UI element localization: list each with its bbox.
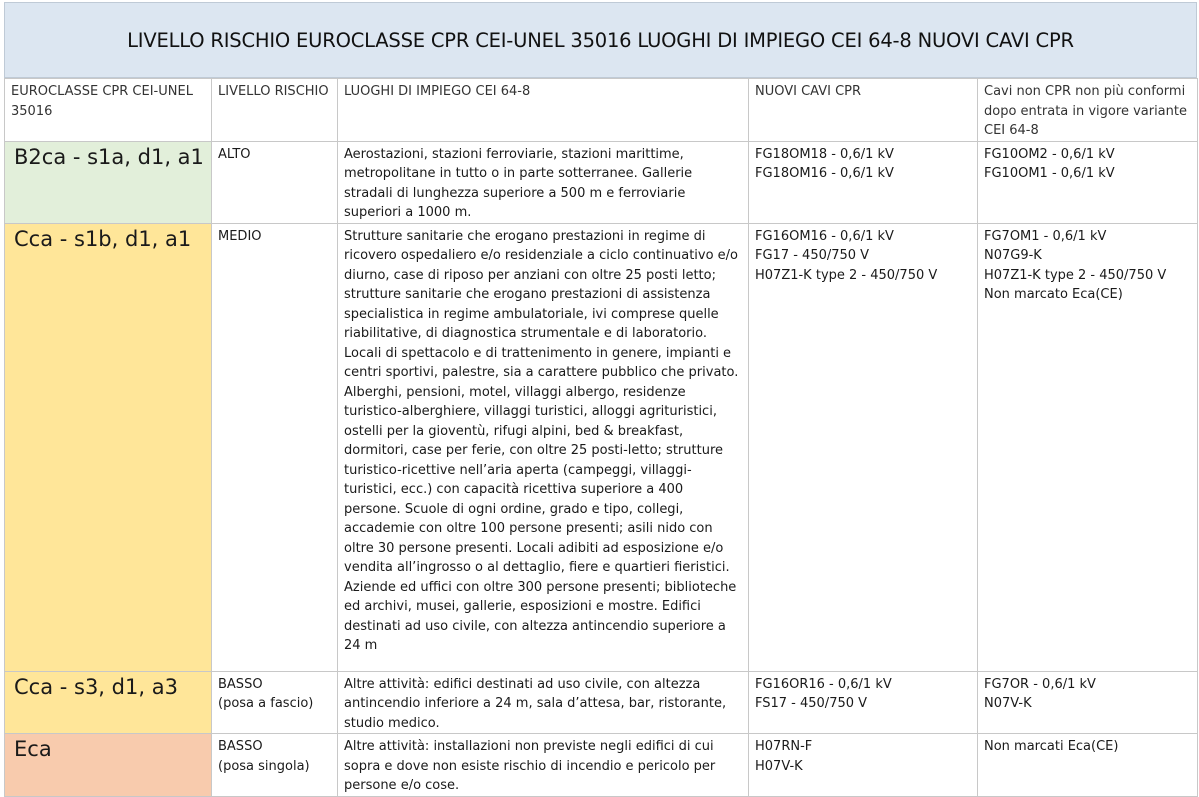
table-header-row [5,79,1198,142]
header-livello-rischio: LIVELLO RISCHIO [212,79,338,142]
cable-item: N07G9-K [984,248,1042,263]
livello-line: BASSO [218,739,263,754]
euroclasse-cell: Cca - s1b, d1, a1 [5,223,212,671]
non-cpr-cell [978,734,1198,797]
luoghi-cell: Altre attività: installazioni non previste negli edifici di cui sopra e dove non esiste rischio di incendio e pericolo per persone e/o cose. [338,734,749,797]
cable-item: FG16OM16 - 0,6/1 kV [755,228,894,244]
header-luoghi-impiego: LUOGHI DI IMPIEGO CEI 64-8 [338,79,749,142]
table-row [5,223,1198,671]
nuovi-cavi-cell [749,141,978,223]
livello-cell [212,223,338,671]
livello-line: (posa singola) [218,758,310,774]
header-cavi-non-cpr: Cavi non CPR non più conformi dopo entrata in vigore variante CEI 64-8 [978,79,1198,142]
cable-item: Non marcato Eca(CE) [984,287,1123,302]
luoghi-cell: Strutture sanitarie che erogano prestazioni in regime di ricovero ospedaliero e/o residenziale a ciclo continuativo e/o diurno, case di riposo per anziani con oltre 25 posti letto; strutture sanitarie che erogano prestazioni di assistenza specialistica in regime ambulatoriale, ivi comprese quelle riabilitative, di diagnostica strumentale e di laboratorio. Locali di spettacolo e di trattenimento in genere, impianti e centri sportivi, palestre, sia a carattere pubblico che privato. Alberghi, pensioni, motel, villaggi albergo, residenze turistico-alberghiere, villaggi turistici, alloggi agrituristici, ostelli per la gioventù, rifugi alpini, bed & breakfast, dormitori, case per ferie, con oltre 25 posti-letto; strutture turistico-ricettive nell’aria aperta (campeggi, villaggi-turistici, ecc.) con capacità ricettiva superiore a 400 persone. Scuole di ogni ordine, grado e tipo, collegi, accademie con oltre 100 persone presenti; asili nido con oltre 30 persone presenti. Locali adibiti ad esposizione e/o vendita all’ingrosso o al dettaglio, fiere e quartieri fieristici. Aziende ed uffici con oltre 300 persone presenti; biblioteche ed archivi, musei, gallerie, esposizioni e mostre. Edifici destinati ad uso civile, con altezza antincendio superiore a 24 m [338,223,749,671]
header-euroclasse: EUROCLASSE CPR CEI-UNEL 35016 [5,79,212,142]
nuovi-cavi-cell [749,734,978,797]
cable-item: FG17 - 450/750 V [755,248,870,263]
cable-item: H07V-K [755,758,803,774]
header-nuovi-cavi: NUOVI CAVI CPR [749,79,978,142]
cable-item: FG7OM1 - 0,6/1 kV [984,228,1107,244]
livello-line: ALTO [218,146,251,162]
euroclasse-cell: B2ca - s1a, d1, a1 [5,141,212,223]
table-row [5,671,1198,734]
luoghi-cell: Aerostazioni, stazioni ferroviarie, stazioni marittime, metropolitane in tutto o in parte sotterranee. Gallerie stradali di lunghezza superiore a 500 m e ferroviarie superiori a 1000 m. [338,141,749,223]
livello-cell [212,141,338,223]
livello-cell [212,671,338,734]
table-row [5,734,1198,797]
cable-item: FG18OM18 - 0,6/1 kV [755,146,894,162]
cable-item: FG10OM1 - 0,6/1 kV [984,166,1115,181]
document-page [4,2,1197,793]
euroclasse-cell: Eca [5,734,212,797]
euroclasse-cell: Cca - s3, d1, a3 [5,671,212,734]
nuovi-cavi-cell [749,671,978,734]
table-row [5,141,1198,223]
cable-item: H07Z1-K type 2 - 450/750 V [984,267,1167,283]
cable-item: FG7OR - 0,6/1 kV [984,676,1096,692]
livello-line: MEDIO [218,228,262,244]
cable-item: FG16OR16 - 0,6/1 kV [755,676,892,692]
cable-item: FG18OM16 - 0,6/1 kV [755,166,894,181]
table-title: LIVELLO RISCHIO EUROCLASSE CPR CEI-UNEL 35016 LUOGHI DI IMPIEGO CEI 64-8 NUOVI CAVI CPR [4,2,1197,78]
livello-line: (posa a fascio) [218,696,314,711]
cable-item: FS17 - 450/750 V [755,696,868,711]
livello-cell [212,734,338,797]
non-cpr-cell [978,141,1198,223]
livello-line: BASSO [218,676,263,692]
cable-item: H07RN-F [755,739,813,754]
cable-item: N07V-K [984,696,1032,711]
nuovi-cavi-cell [749,223,978,671]
cable-item: FG10OM2 - 0,6/1 kV [984,146,1115,162]
non-cpr-cell [978,223,1198,671]
cpr-risk-table [4,78,1198,797]
cable-item: H07Z1-K type 2 - 450/750 V [755,267,938,283]
cable-item: Non marcati Eca(CE) [984,739,1119,754]
luoghi-cell: Altre attività: edifici destinati ad uso civile, con altezza antincendio inferiore a 24 m, sala d’attesa, bar, ristorante, studio medico. [338,671,749,734]
non-cpr-cell [978,671,1198,734]
